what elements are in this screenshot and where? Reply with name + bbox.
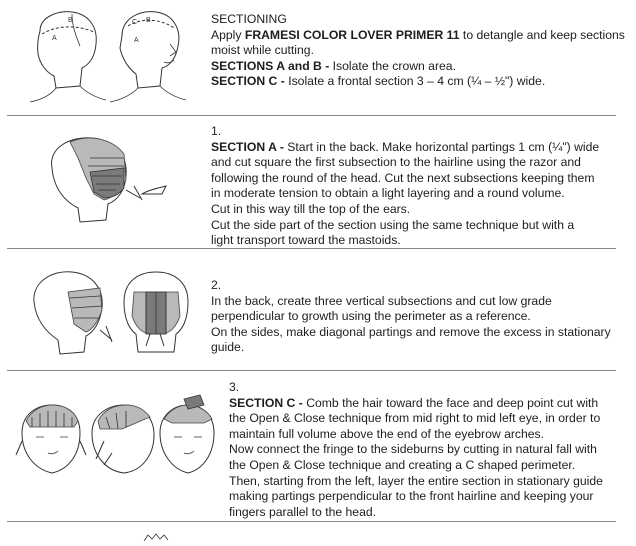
divider-3 — [7, 370, 616, 371]
divider-4 — [7, 521, 616, 522]
label-a-right: A — [134, 37, 139, 44]
step1-number: 1. — [211, 124, 222, 138]
sections-ab-text: Isolate the crown area. — [329, 58, 456, 73]
head-profile-left — [30, 12, 106, 102]
step3-number: 3. — [229, 380, 240, 394]
divider-2 — [7, 248, 616, 249]
intro-text — [211, 12, 626, 90]
step3-illustration — [8, 393, 218, 503]
step3-line3: maintain full volume above the end of the eyebrow arches. — [229, 426, 545, 441]
step2-side-head — [34, 272, 112, 354]
label-c-right: C — [132, 19, 138, 26]
step2-line2: perpendicular to growth using the perimeter as a reference. — [211, 309, 531, 324]
step3-line2: the Open & Close technique from mid right to mid left eye, in order to — [229, 411, 601, 426]
intro-line1 — [211, 28, 626, 44]
step1-line7: light transport toward the mastoids. — [211, 233, 401, 248]
step3-line6: Then, starting from the left, layer the entire section in stationary guide — [229, 473, 603, 488]
intro-heading: SECTIONING — [211, 12, 287, 26]
step1-line3: following the round of the head. Cut the next subsections keeping them — [211, 170, 595, 185]
step1-line1-text: Start in the back. Make horizontal partings 1 cm (¼") wide — [283, 139, 600, 154]
intro-line1-post: to detangle and keep sections — [459, 27, 625, 42]
step3-head-angled — [92, 405, 154, 473]
section-c-label: SECTION C - — [211, 74, 285, 89]
step2-line4: guide. — [211, 340, 245, 355]
step3-line7: making partings perpendicular to the front hairline and keeping your — [229, 489, 594, 504]
section-c-text: Isolate a frontal section 3 – 4 cm (¼ – ½") wide. — [284, 74, 546, 89]
step1-line5: Cut in this way till the top of the ears. — [211, 201, 411, 216]
step2-back-head — [124, 272, 188, 352]
divider-1 — [7, 115, 616, 116]
intro-section-c — [211, 74, 626, 90]
step3-line1-text: Comb the hair toward the face and deep point cut with — [302, 395, 599, 410]
step2-line3: On the sides, make diagonal partings and remove the excess in stationary — [211, 324, 611, 339]
head-profile-right — [110, 12, 186, 102]
step2-number: 2. — [211, 278, 222, 292]
step3-section-label: SECTION C - — [229, 395, 303, 410]
step1-line2: and cut square the first subsection to the hairline using the razor and — [211, 155, 581, 170]
step3-face-front — [16, 405, 86, 473]
label-b-left: B — [68, 17, 73, 24]
step2-text — [211, 278, 626, 356]
step3-face-right — [160, 395, 214, 473]
step1-line4: in moderate tension to obtain a light layering and a round volume. — [211, 186, 565, 201]
intro-sections-ab — [211, 59, 626, 75]
step2-line1: In the back, create three vertical subsections and cut low grade — [211, 293, 552, 308]
step1-line1 — [211, 140, 626, 156]
intro-line1-pre: Apply — [211, 27, 245, 42]
sectioning-illustration — [10, 6, 195, 106]
step3-line8: fingers parallel to the head. — [229, 504, 377, 519]
product-name: FRAMESI COLOR LOVER PRIMER 11 — [244, 27, 460, 42]
step3-line1 — [229, 396, 629, 412]
sections-ab-label: SECTIONS A and B - — [211, 58, 330, 73]
step3-line4: Now connect the fringe to the sideburns by cutting in natural fall with — [229, 442, 597, 457]
intro-line2: moist while cutting. — [211, 43, 314, 58]
step1-line6: Cut the side part of the section using the same technique but with a — [211, 217, 575, 232]
label-a-left: A — [52, 35, 57, 42]
step2-illustration — [20, 262, 200, 362]
step3-text — [229, 380, 629, 520]
label-b-right: B — [146, 17, 151, 24]
step3-line5: the Open & Close technique and creating a C shaped perimeter. — [229, 457, 576, 472]
step1-text — [211, 124, 626, 249]
next-step-illustration-partial — [140, 528, 180, 536]
step1-illustration — [30, 128, 180, 228]
step1-section-label: SECTION A - — [211, 139, 284, 154]
